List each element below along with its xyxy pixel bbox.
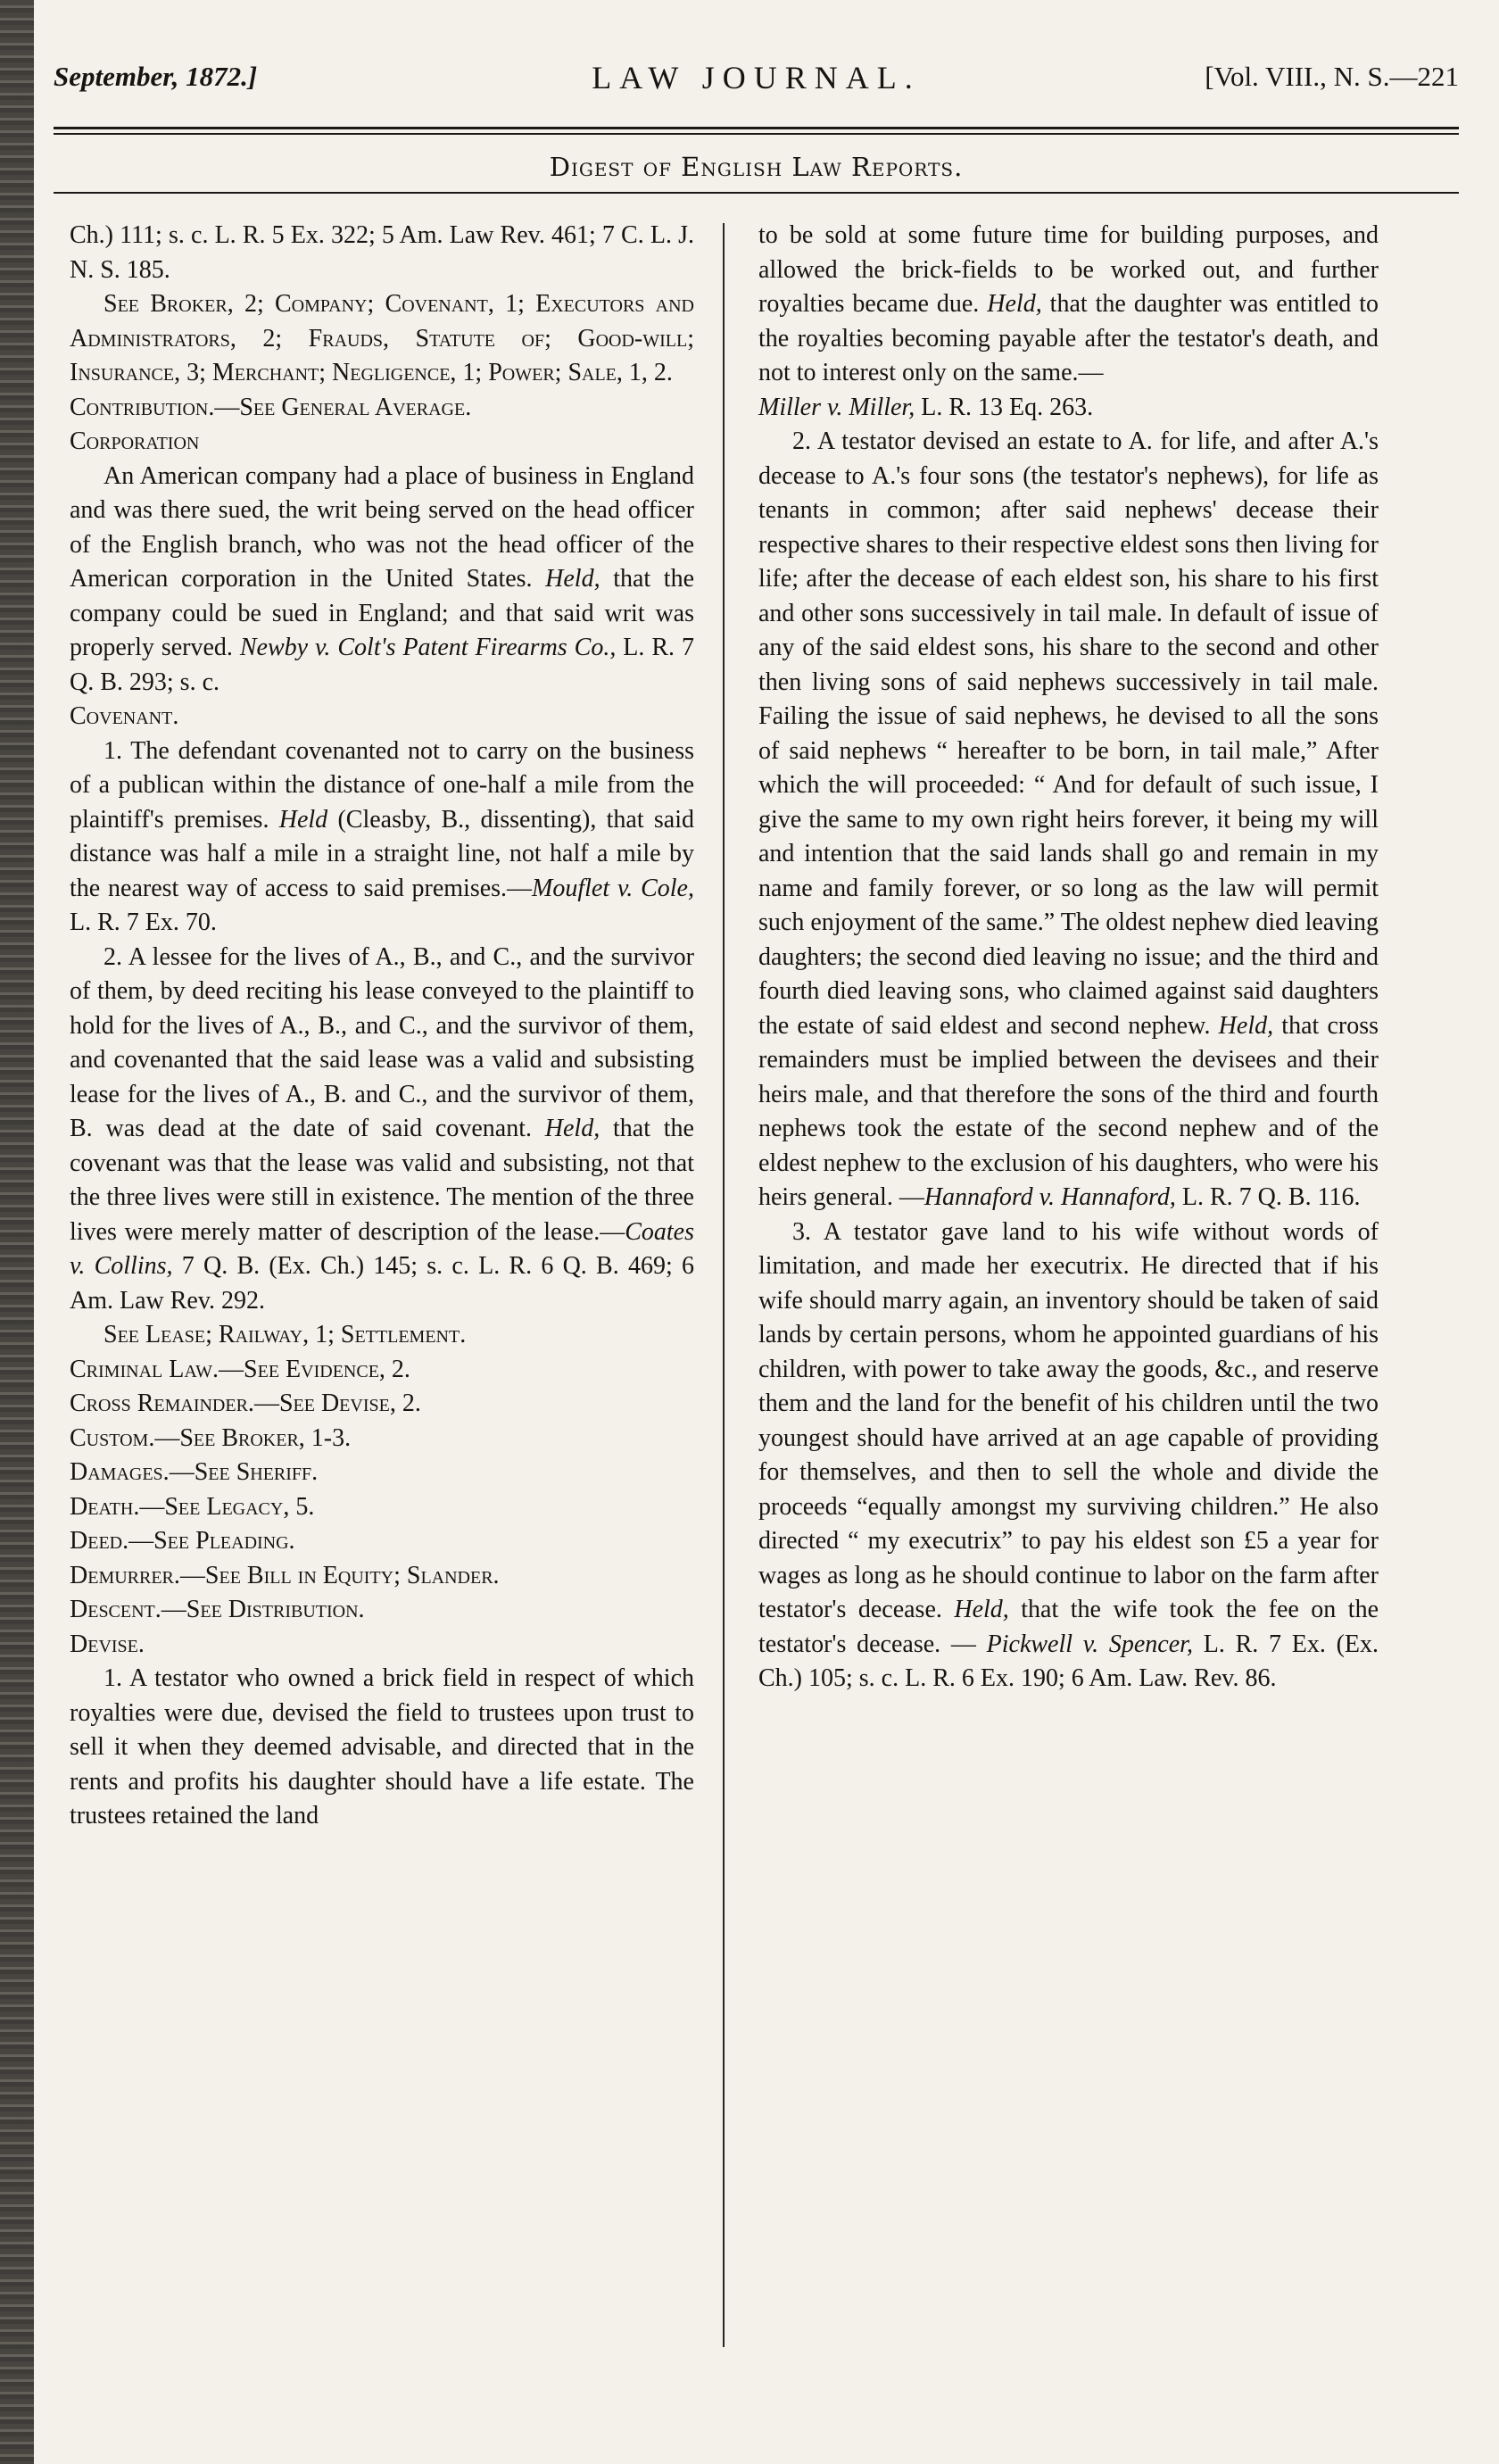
journal-page: [54, 36, 1468, 2436]
entry-deed: Deed.—See Pleading.: [70, 1527, 295, 1555]
section-title: Digest of English Law Reports.: [549, 152, 964, 182]
right-column: [758, 219, 1379, 1697]
entry-covenant-heading: Covenant.: [70, 702, 179, 730]
entry-damages: Damages.—See Sheriff.: [70, 1458, 319, 1486]
entry-devise-1-continued: to be sold at some future time for building purposes, and allowed the brick-fields to be worked out, and further royalties became due. Held, that the daughter was entitled to the royalties becoming payable after the testator's death, and not to interest only on the same.— Miller v. Miller, L. R. 13 Eq. 263.: [758, 221, 1379, 421]
entry-devise-2: 2. A testator devised an estate to A. for life, and after A.'s decease to A.'s four sons (the testator's nephews), for life as tenants in common; after said nephews' decease their respective shares to their respective eldest sons then living for life; after the decease of each eldest son, his share to his first and other sons successively in tail male. In default of issue of any of the said eldest sons, his share to the second and other then living sons of said nephews successively in tail male. Failing the issue of said nephews, he devised to all the sons of said nephews “ hereafter to be born, in tail male,” After which the will proceeded: “ And for default of such issue, I give the same to my own right heirs forever, it being my will and intention that the said lands shall go and remain in my name and family forever, or so long as the law will permit such enjoyment of the same.” The oldest nephew died leaving daughters; the second died leaving no issue; and the third and fourth died leaving sons, who claimed against said daughters the estate of said eldest and second nephew. Held, that cross remainders must be implied between the devisees and their heirs male, and that therefore the sons of the third and fourth nephews took the estate of the second nephew and of the eldest nephew to the exclusion of his daughters, who were his heirs general. —Hannaford v. Hannaford, L. R. 7 Q. B. 116.: [758, 427, 1379, 1211]
header-double-rule: [54, 127, 1459, 135]
case-name: Coates v. Collins,: [70, 1217, 694, 1280]
entry-criminal-law: Criminal Law.—See Evidence, 2.: [70, 1355, 410, 1383]
continued-citation: Ch.) 111; s. c. L. R. 5 Ex. 322; 5 Am. Law Rev. 461; 7 C. L. J. N. S. 185.: [70, 221, 694, 284]
entry-demurrer: Demurrer.—See Bill in Equity; Slander.: [70, 1561, 500, 1589]
case-name: Hannaford v. Hannaford,: [923, 1183, 1176, 1211]
volume-page-number: [Vol. VIII., N. S.—221: [1205, 61, 1459, 92]
page-binding-edge: [0, 0, 34, 2464]
entry-covenant-2: 2. A lessee for the lives of A., B., and C., and the survivor of them, by deed reciting his lease conveyed to the plaintiff to hold for the lives of A., B., and C., and the survivor of them, and covenanted that the said lease was a valid and subsisting lease for the lives of A., B. and C., and the survivor of them, B. was dead at the date of said covenant. Held, that the covenant was that the lease was valid and subsisting, not that the three lives were still in existence. The mention of the three lives were merely matter of description of the lease.—Coates v. Collins, 7 Q. B. (Ex. Ch.) 145; s. c. L. R. 6 Q. B. 469; 6 Am. Law Rev. 292.: [70, 942, 694, 1315]
column-divider: [723, 223, 725, 2347]
section-rule: [54, 192, 1459, 194]
entry-custom: Custom.—See Broker, 1-3.: [70, 1423, 352, 1452]
entry-covenant-1: 1. The defendant covenanted not to carry on the business of a publican within the distance of one-half a mile from the plaintiff's premises. Held (Cleasby, B., dissenting), that said distance was half a mile in a straight line, not half a mile by the nearest way of access to said premises.—Mouflet v. Cole, L. R. 7 Ex. 70.: [70, 736, 694, 936]
entry-contribution: Contribution.—See General Average.: [70, 393, 472, 421]
entry-death: Death.—See Legacy, 5.: [70, 1492, 315, 1521]
case-name: Newby v. Colt's Patent Firearms Co.,: [239, 634, 617, 661]
left-column: [70, 219, 694, 1834]
case-name: Pickwell v. Spencer,: [986, 1630, 1193, 1658]
cross-reference: See Lease; Railway, 1; Settlement.: [104, 1321, 467, 1348]
entry-heading: Contribution.: [70, 393, 215, 421]
running-head: [54, 52, 1459, 105]
entry-descent: Descent.—See Distribution.: [70, 1596, 365, 1623]
entry-devise-heading: Devise.: [70, 1630, 145, 1658]
journal-title: LAW JOURNAL.: [592, 60, 921, 95]
case-name: Miller v. Miller,: [758, 393, 915, 421]
entry-corporation-text: An American company had a place of business in England and was there sued, the writ being served on the head officer of the English branch, who was not the head officer of the American corporation in the United States. Held, that the company could be sued in England; and that said writ was properly served. Newby v. Colt's Patent Firearms Co., L. R. 7 Q. B. 293; s. c.: [70, 461, 695, 696]
entry-cross-remainder: Cross Remainder.—See Devise, 2.: [70, 1390, 421, 1417]
entry-devise-3: 3. A testator gave land to his wife without words of limitation, and made her executrix. He directed that if his wife should marry again, an inventory should be taken of said lands by certain persons, whom he appointed guardians of his children, with power to take away the goods, &c., and reserve them and the land for the benefit of his children until the two youngest should have arrived at an age capable of providing for themselves, and then to sell the whole and divide the proceeds “equally amongst my surviving children.” He also directed “ my executrix” to pay his eldest son £5 a year for wages as long as he should continue to labor on the farm after testator's decease. Held, that the wife took the fee on the testator's decease. — Pickwell v. Spencer, L. R. 7 Ex. (Ex. Ch.) 105; s. c. L. R. 6 Ex. 190; 6 Am. Law. Rev. 86.: [758, 1217, 1379, 1692]
issue-date: September, 1872.]: [54, 61, 258, 92]
cross-reference: See Broker, 2; Company; Covenant, 1; Executors and Administrators, 2; Frauds, Statute of; Good-will; Insurance, 3; Merchant; Negligence, 1; Power; Sale, 1, 2.: [70, 290, 694, 386]
case-name: Mouflet v. Cole,: [532, 874, 694, 902]
entry-corporation-heading: Corporation: [70, 427, 200, 455]
entry-devise-1: 1. A testator who owned a brick field in respect of which royalties were due, devised the field to trustees upon trust to sell it when they deemed advisable, and directed that in the rents and profits his daughter should have a life estate. The trustees retained the land: [70, 1664, 694, 1829]
